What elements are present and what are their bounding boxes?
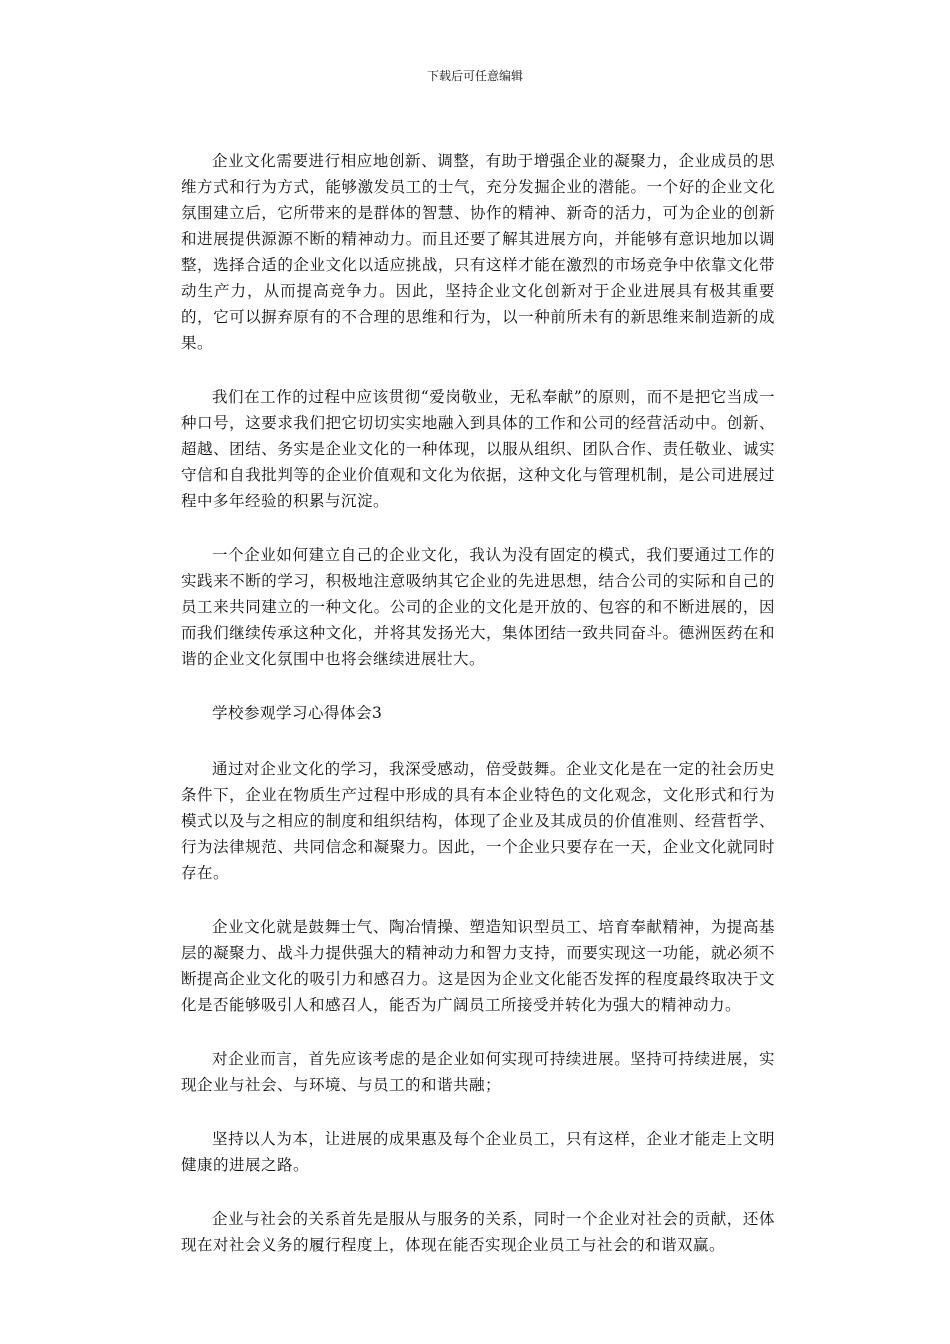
paragraph-4: 通过对企业文化的学习，我深受感动，倍受鼓舞。企业文化是在一定的社会历史条件下，企业在物质生产过程中形成的具有本企业特色的文化观念，文化形式和行为模式以及与之相应的制度和组织结构，体现了企业及其成员的价值准则、经营哲学、行为法律规范、共同信念和凝聚力。因此，一个企业只要存在一天，企业文化就同时存在。	[181, 760, 775, 882]
paragraph-6: 对企业而言，首先应该考虑的是企业如何实现可持续进展。坚持可持续进展，实现企业与社会、与环境、与员工的和谐共融；	[181, 1050, 775, 1094]
paragraph-5: 企业文化就是鼓舞士气、陶冶情操、塑造知识型员工、培育奉献精神，为提高基层的凝聚力、战斗力提供强大的精神动力和智力支持，而要实现这一功能，就必须不断提高企业文化的吸引力和感召力。这是因为企业文化能否发挥的程度最终取决于文化是否能够吸引人和感召人，能否为广阔员工所接受并转化为强大的精神动力。	[181, 918, 775, 1014]
paragraph-1: 企业文化需要进行相应地创新、调整，有助于增强企业的凝聚力，企业成员的思维方式和行为方式，能够激发员工的士气，充分发掘企业的潜能。一个好的企业文化氛围建立后，它所带来的是群体的智慧、协作的精神、新奇的活力，可为企业的创新和进展提供源源不断的精神动力。而且还要了解其进展方向，并能够有意识地加以调整，选择合适的企业文化以适应挑战，只有这样才能在激烈的市场竞争中依靠文化带动生产力，从而提高竞争力。因此，坚持企业文化创新对于企业进展具有极其重要的，它可以摒弃原有的不合理的思维和行为，以一种前所未有的新思维来制造新的成果。	[181, 152, 775, 352]
paragraph-3: 一个企业如何建立自己的企业文化，我认为没有固定的模式，我们要通过工作的实践来不断的学习，积极地注意吸纳其它企业的先进思想，结合公司的实际和自己的员工来共同建立的一种文化。公司的企业的文化是开放的、包容的和不断进展的，因而我们继续传承这种文化，并将其发扬光大，集体团结一致共同奋斗。德洲医药在和谐的企业文化氛围中也将会继续进展壮大。	[181, 546, 775, 668]
section-title: 学校参观学习心得体会3	[212, 704, 383, 722]
document-body	[181, 148, 775, 1286]
paragraph-8: 企业与社会的关系首先是服从与服务的关系，同时一个企业对社会的贡献，还体现在对社会义务的履行程度上，体现在能否实现企业员工与社会的和谐双赢。	[181, 1210, 775, 1254]
paragraph-2: 我们在工作的过程中应该贯彻“爱岗敬业，无私奉献”的原则，而不是把它当成一种口号，这要求我们把它切切实实地融入到具体的工作和公司的经营活动中。创新、超越、团结、务实是企业文化的一种体现，以服从组织、团队合作、责任敬业、诚实守信和自我批判等的企业价值观和文化为依据，这种文化与管理机制，是公司进展过程中多年经验的积累与沉淀。	[181, 388, 775, 510]
page-header: 下载后可任意编辑	[426, 69, 523, 83]
paragraph-7: 坚持以人为本，让进展的成果惠及每个企业员工，只有这样，企业才能走上文明健康的进展之路。	[181, 1130, 775, 1174]
